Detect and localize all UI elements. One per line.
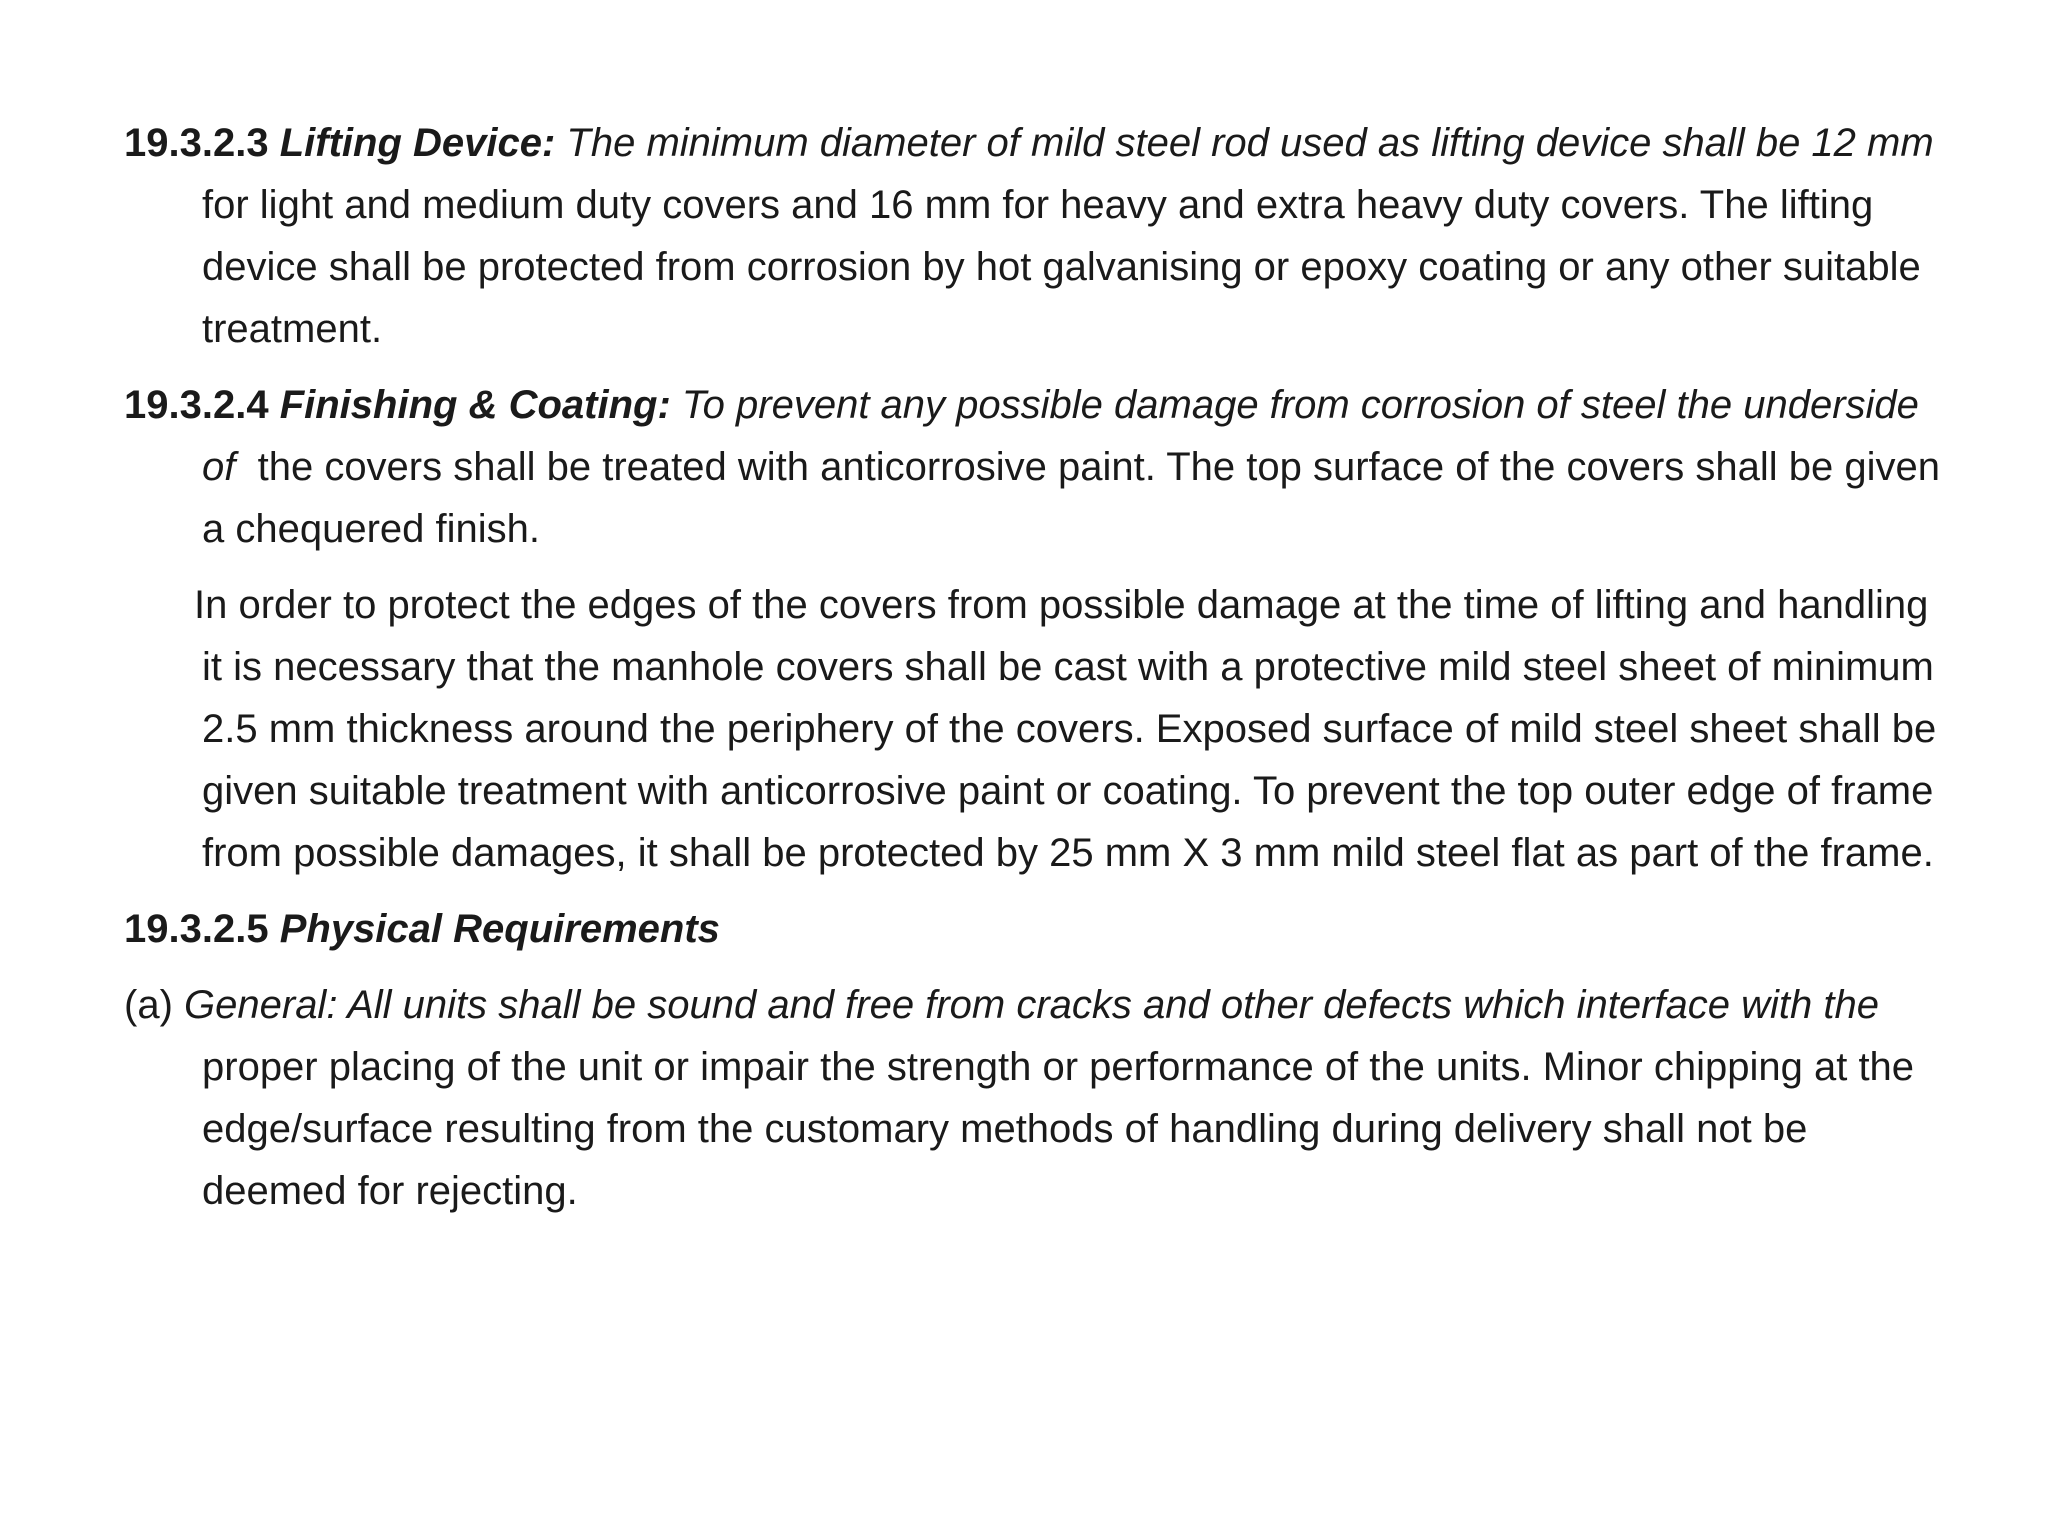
section-physical-requirements [124, 898, 1954, 960]
section-lifting-device [124, 112, 1954, 360]
section-text: for light and medium duty covers and 16 mm for heavy and extra heavy duty covers. The lifting device shall be protected from corrosion by hot galvanising or epoxy coating or any other suitable treatment. [202, 183, 1921, 351]
section-number: 19.3.2.4 [124, 383, 269, 427]
section-italic-text: The minimum diameter of mild steel rod used as lifting device shall be 12 mm [566, 121, 1934, 165]
section-text: the covers shall be treated with anticorrosive paint. The top surface of the covers shall be given a chequered finish. [202, 445, 1940, 551]
item-label: (a) [124, 983, 173, 1027]
paragraph-edges-protection [124, 574, 1954, 884]
section-number: 19.3.2.5 [124, 907, 269, 951]
section-title: Lifting Device: [279, 121, 556, 165]
section-title: Finishing & Coating: [279, 383, 671, 427]
item-text: proper placing of the unit or impair the strength or performance of the units. Minor chipping at the edge/surface resulting from the customary methods of handling during delivery shall not be deemed for rejecting. [202, 1045, 1915, 1213]
item-italic-text: General: All units shall be sound and free from cracks and other defects which interface with the [184, 983, 1879, 1027]
section-finishing-coating [124, 374, 1954, 560]
section-title: Physical Requirements [279, 907, 720, 951]
section-italic-text: To prevent any possible damage from corrosion of steel the underside of [202, 383, 1919, 489]
paragraph-text: In order to protect the edges of the covers from possible damage at the time of lifting and handling it is necessary that the manhole covers shall be cast with a protective mild steel sheet of minimum 2.5 mm thickness around the periphery of the covers. Exposed surface of mild steel sheet shall be given suitable treatment with anticorrosive paint or coating. To prevent the top outer edge of frame from possible damages, it shall be protected by 25 mm X 3 mm mild steel flat as part of the frame. [194, 583, 1937, 875]
section-number: 19.3.2.3 [124, 121, 269, 165]
document-body [124, 112, 1954, 1236]
item-general [124, 974, 1954, 1222]
